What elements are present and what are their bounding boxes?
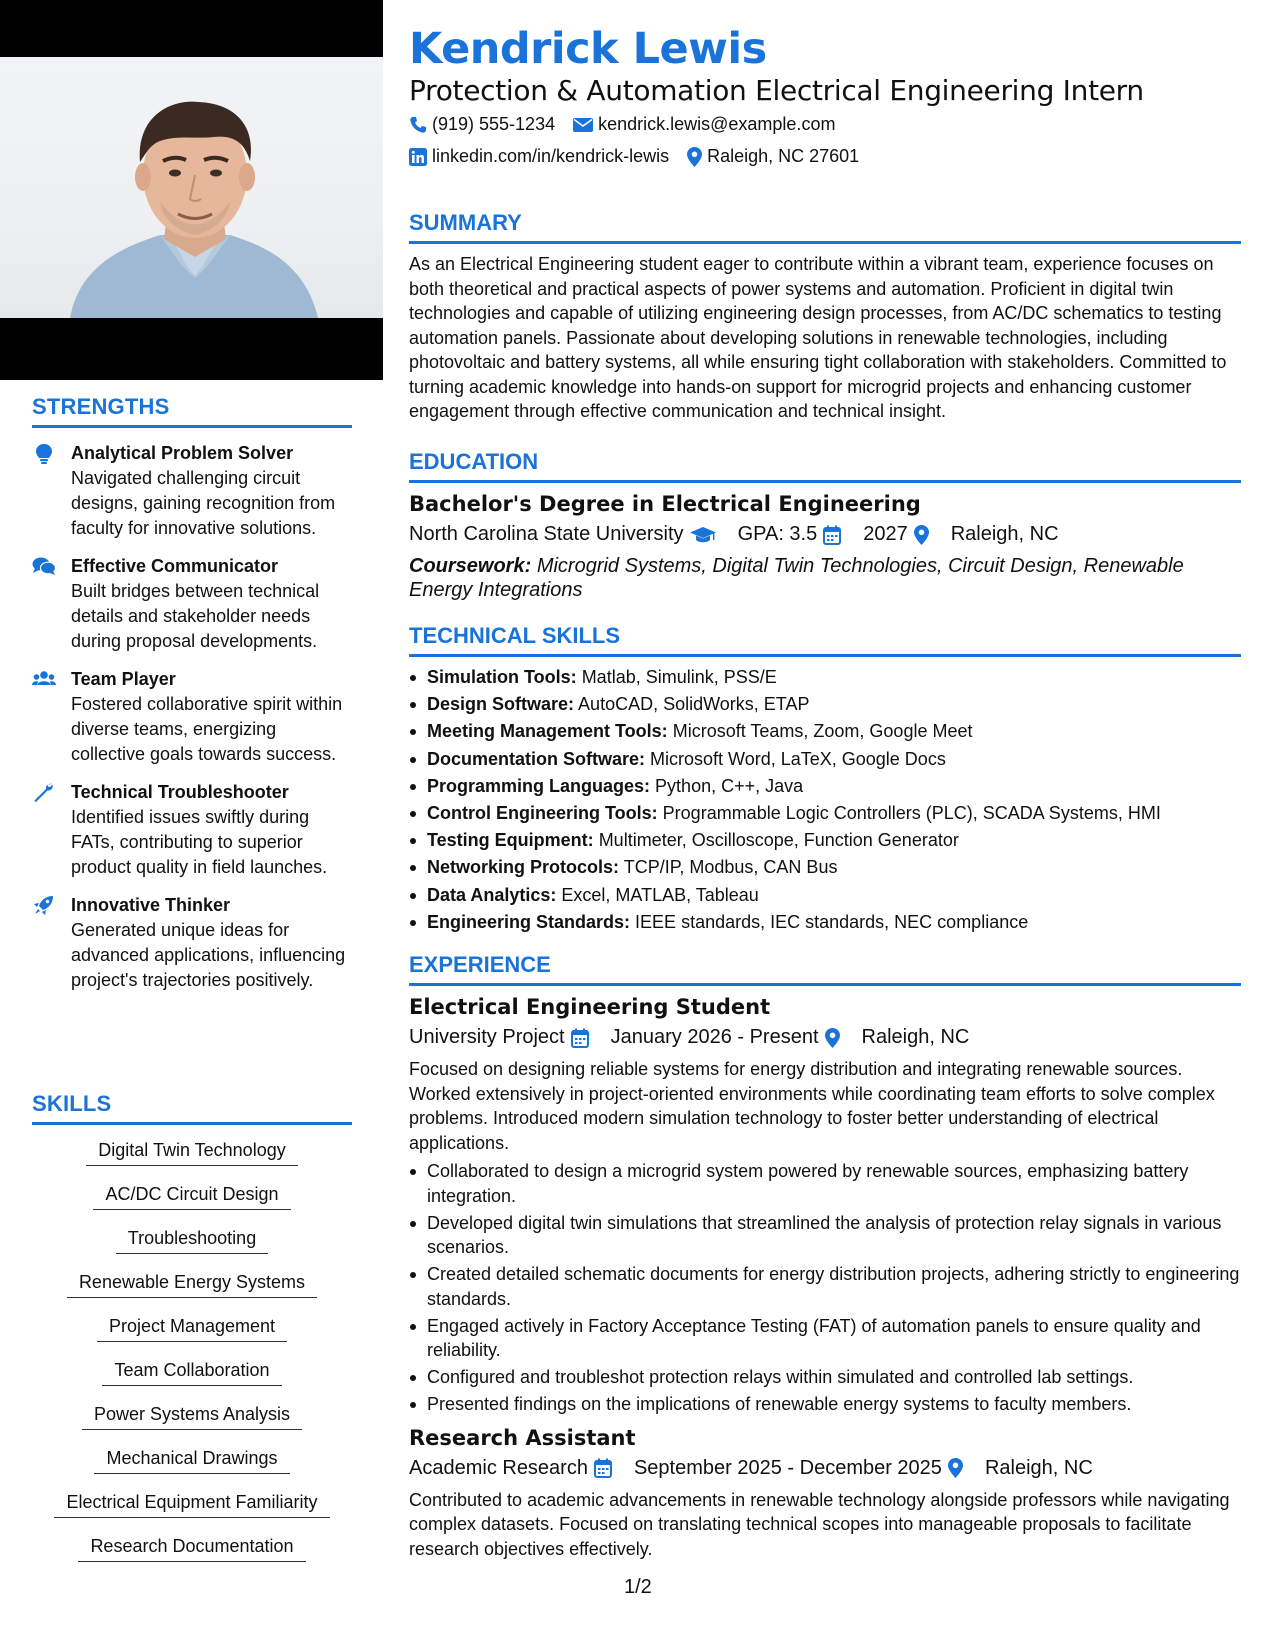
- strength-desc: Built bridges between technical details and stakeholder needs during proposal developments.: [71, 581, 320, 651]
- tech-skill-label: Design Software:: [427, 694, 575, 715]
- degree-title: Bachelor's Degree in Electrical Engineering: [409, 492, 921, 516]
- year-text: 2027: [863, 523, 908, 545]
- tech-skill-value: Excel, MATLAB, Tableau: [561, 884, 759, 905]
- job-dates: [611, 1026, 850, 1049]
- job-meta: [409, 1457, 1241, 1480]
- tech-skill-label: Simulation Tools:: [427, 667, 577, 687]
- tech-skill-value: Microsoft Teams, Zoom, Google Meet: [672, 721, 973, 742]
- users-icon: [32, 669, 56, 691]
- phone-icon: [409, 116, 427, 134]
- job-location: Raleigh, NC: [984, 1456, 1093, 1479]
- strengths-heading: STRENGTHS: [32, 394, 352, 428]
- school-location: Raleigh, NC: [950, 523, 1059, 545]
- gpa-text: GPA: 3.5: [737, 523, 818, 545]
- tech-skill-item: [409, 692, 1241, 717]
- location-contact: [687, 146, 859, 167]
- job-description: Contributed to academic advancements in renewable technology alongside professors while navigating complex datasets. Focused on translating technical scopes into manageable proposals to facilitate research objectives effectively.: [409, 1489, 1230, 1559]
- skill-tag: Research Documentation: [78, 1535, 305, 1562]
- job-meta: [409, 1026, 1241, 1049]
- job-bullet: Engaged actively in Factory Acceptance Testing (FAT) of automation panels to ensure quality and reliability.: [409, 1314, 1241, 1363]
- skills-list: [32, 1139, 352, 1562]
- tech-skill-value: IEEE standards, IEC standards, NEC compliance: [635, 911, 1029, 932]
- tech-skill-item: [409, 747, 1241, 772]
- strength-title: Innovative Thinker: [71, 895, 231, 915]
- skill-tag: Electrical Equipment Familiarity: [54, 1491, 329, 1518]
- strength-item: [32, 668, 352, 767]
- tech-skill-item: [409, 665, 1241, 690]
- phone-text: (919) 555-1234: [432, 114, 556, 134]
- strength-item: [32, 442, 352, 541]
- job-title: Research Assistant: [409, 1425, 636, 1450]
- coursework-text: Microgrid Systems, Digital Twin Technologies, Circuit Design, Renewable Energy Integrations: [409, 555, 1184, 601]
- job-org: [409, 1026, 599, 1049]
- experience-section: [409, 952, 1241, 1561]
- skill-tag: Power Systems Analysis: [82, 1403, 302, 1430]
- map-marker-icon: [825, 1028, 840, 1048]
- job-org-text: University Project: [409, 1026, 565, 1048]
- technical-skills-heading: TECHNICAL SKILLS: [409, 623, 1241, 657]
- phone-contact[interactable]: [409, 114, 555, 135]
- job-bullet: Developed digital twin simulations that streamlined the analysis of protection relay signals in various scenarios.: [409, 1211, 1241, 1260]
- skill-tag: Mechanical Drawings: [94, 1447, 289, 1474]
- contact-row: [409, 146, 877, 167]
- tech-skill-label: Data Analytics:: [427, 884, 557, 905]
- tech-skill-item: [409, 883, 1241, 908]
- job-dates: [634, 1457, 973, 1480]
- tech-skill-item: [409, 910, 1241, 935]
- education-heading: EDUCATION: [409, 449, 1241, 483]
- candidate-role: Protection & Automation Electrical Engineering Intern: [409, 74, 1144, 107]
- skill-tag: AC/DC Circuit Design: [93, 1183, 290, 1210]
- job-bullet: Presented findings on the implications of renewable energy systems to faculty members.: [409, 1392, 1241, 1417]
- strength-desc: Generated unique ideas for advanced applications, influencing project's trajectories positively.: [71, 920, 346, 990]
- linkedin-icon: [409, 148, 427, 166]
- wrench-icon: [32, 782, 56, 804]
- tech-skill-label: Engineering Standards:: [427, 911, 631, 932]
- tech-skill-label: Networking Protocols:: [427, 857, 620, 878]
- grad-year: [863, 523, 939, 546]
- school-name: [409, 523, 726, 546]
- skills-section: [32, 1091, 352, 1579]
- portrait-illustration: [0, 57, 383, 318]
- strength-item: [32, 894, 352, 993]
- graduation-cap-icon: [690, 526, 716, 544]
- email-contact[interactable]: [573, 114, 835, 135]
- tech-skill-value: Multimeter, Oscilloscope, Function Generator: [598, 830, 959, 851]
- skill-tag: Project Management: [97, 1315, 287, 1342]
- skill-tag: Troubleshooting: [116, 1227, 268, 1254]
- job-dates-text: September 2025 - December 2025: [633, 1456, 942, 1479]
- education-section: [409, 449, 1241, 602]
- job-bullet: Collaborated to design a microgrid system powered by renewable sources, emphasizing battery integration.: [409, 1159, 1241, 1208]
- strength-desc: Identified issues swiftly during FATs, contributing to superior product quality in field launches.: [71, 807, 328, 877]
- strengths-section: [32, 394, 352, 993]
- page-number: 1/2: [624, 1576, 652, 1598]
- contact-row: [409, 114, 853, 135]
- tech-skill-value: AutoCAD, SolidWorks, ETAP: [578, 694, 810, 715]
- summary-text: As an Electrical Engineering student eager to contribute within a vibrant team, experience focuses on both theoretical and practical aspects of power systems and automation. Proficient in digital twin technologies and capable of utilizing engineering design processes, from AC/DC schematics to testing automation panels. Passionate about developing solutions in renewable technologies, including photovoltaic and battery systems, all while ensuring tight collaboration with stakeholders. Committed to turning academic knowledge into hands-on support for microgrid projects and enhancing customer engagement through effective communication and technical insight.: [409, 254, 1227, 421]
- lightbulb-icon: [32, 443, 56, 465]
- strength-title: Technical Troubleshooter: [71, 782, 289, 802]
- tech-skill-value: TCP/IP, Modbus, CAN Bus: [623, 857, 838, 878]
- calendar-icon: [594, 1458, 612, 1478]
- job-entry: [409, 1426, 1241, 1562]
- job-dates-text: January 2026 - Present: [610, 1026, 819, 1048]
- job-bullet: Created detailed schematic documents for energy distribution projects, adhering strictly to engineering standards.: [409, 1262, 1241, 1311]
- tech-skill-value: Programmable Logic Controllers (PLC), SCADA Systems, HMI: [662, 802, 1161, 823]
- location-text: Raleigh, NC 27601: [707, 146, 860, 166]
- tech-skill-value: Python, C++, Java: [655, 775, 804, 796]
- sidebar: [0, 0, 383, 1650]
- strength-item: [32, 555, 352, 654]
- education-meta: [409, 523, 1241, 546]
- tech-skill-label: Control Engineering Tools:: [427, 802, 658, 823]
- skills-heading: SKILLS: [32, 1091, 352, 1125]
- tech-skill-item: [409, 855, 1241, 880]
- experience-heading: EXPERIENCE: [409, 952, 1241, 986]
- tech-skill-item: [409, 719, 1241, 744]
- tech-skill-label: Meeting Management Tools:: [427, 721, 668, 742]
- coursework-label: Coursework:: [409, 555, 532, 577]
- rocket-icon: [32, 895, 56, 917]
- gpa: [738, 523, 852, 546]
- strength-item: [32, 781, 352, 880]
- summary-section: [409, 210, 1241, 424]
- job-org: [409, 1457, 622, 1480]
- job-bullet: Configured and troubleshot protection relays within simulated and controlled lab settings.: [409, 1365, 1241, 1390]
- technical-skills-list: [409, 665, 1241, 934]
- skill-tag: Renewable Energy Systems: [67, 1271, 317, 1298]
- linkedin-contact[interactable]: [409, 146, 669, 167]
- profile-photo-image: [0, 57, 383, 318]
- skill-tag: Digital Twin Technology: [86, 1139, 297, 1166]
- map-marker-icon: [687, 147, 702, 167]
- candidate-name: Kendrick Lewis: [409, 24, 767, 74]
- profile-photo: [0, 0, 383, 380]
- job-entry: [409, 995, 1241, 1417]
- tech-skill-item: [409, 774, 1241, 799]
- calendar-icon: [571, 1028, 589, 1048]
- technical-skills-section: [409, 623, 1241, 937]
- strength-title: Effective Communicator: [71, 556, 279, 576]
- strength-desc: Fostered collaborative spirit within diverse teams, energizing collective goals towards success.: [71, 694, 343, 764]
- tech-skill-label: Testing Equipment:: [427, 830, 594, 851]
- school-text: North Carolina State University: [409, 523, 684, 545]
- strength-desc: Navigated challenging circuit designs, gaining recognition from faculty for innovative solutions.: [71, 468, 336, 538]
- calendar-icon: [823, 525, 841, 545]
- strength-title: Analytical Problem Solver: [71, 443, 294, 463]
- job-location: Raleigh, NC: [861, 1026, 970, 1048]
- tech-skill-value: Matlab, Simulink, PSS/E: [581, 667, 777, 687]
- tech-skill-value: Microsoft Word, LaTeX, Google Docs: [650, 748, 946, 769]
- tech-skill-item: [409, 801, 1241, 826]
- tech-skill-label: Documentation Software:: [427, 748, 646, 769]
- job-bullets: [409, 1159, 1241, 1417]
- email-text: kendrick.lewis@example.com: [598, 114, 836, 134]
- coursework: [409, 554, 1241, 602]
- map-marker-icon: [948, 1458, 963, 1478]
- map-marker-icon: [914, 525, 929, 545]
- job-org-text: Academic Research: [409, 1456, 588, 1479]
- strength-title: Team Player: [71, 669, 176, 689]
- job-description: Focused on designing reliable systems for energy distribution and integrating renewable sources. Worked extensively in project-oriented environments while coordinating team efforts to solve complex problems. Introduced modern simulation technology to foster better understanding of electrical applications.: [409, 1059, 1215, 1153]
- linkedin-text: linkedin.com/in/kendrick-lewis: [432, 146, 670, 166]
- summary-heading: SUMMARY: [409, 210, 1241, 244]
- envelope-icon: [573, 117, 593, 133]
- tech-skill-item: [409, 828, 1241, 853]
- job-title: Electrical Engineering Student: [409, 995, 771, 1019]
- skill-tag: Team Collaboration: [102, 1359, 281, 1386]
- comments-icon: [32, 556, 56, 578]
- tech-skill-label: Programming Languages:: [427, 775, 651, 796]
